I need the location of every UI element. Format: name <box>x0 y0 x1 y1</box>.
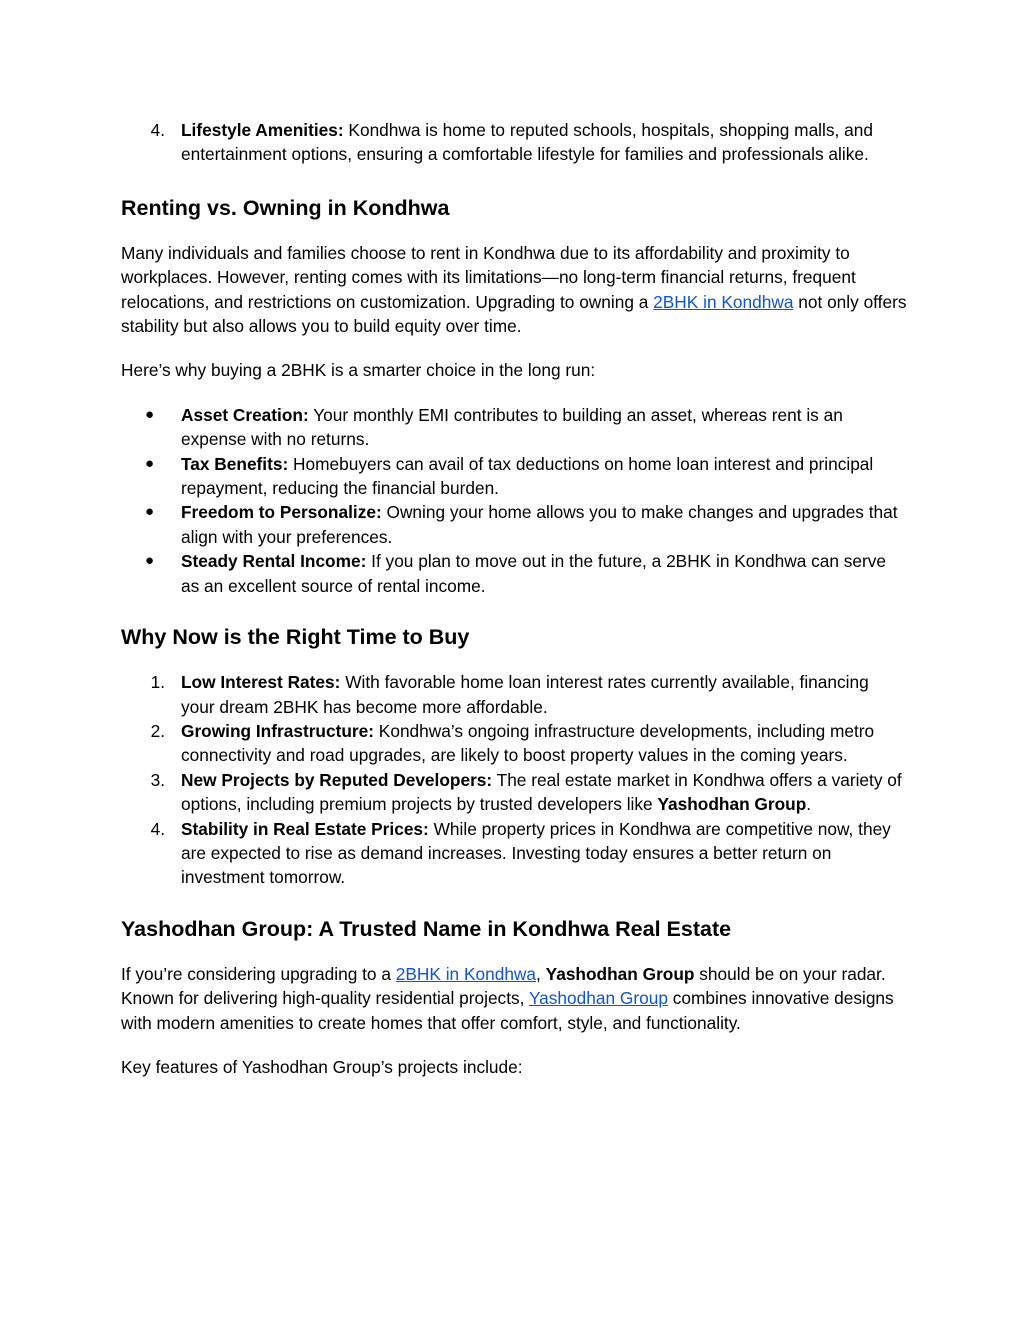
paragraph-why-buy-intro: Here’s why buying a 2BHK is a smarter choice in the long run: <box>121 360 596 381</box>
list-item <box>121 452 907 501</box>
paragraph-text: not only offers stability but also allows you to build equity over time. <box>121 291 907 337</box>
top-numbered-list <box>121 118 907 167</box>
list-item <box>121 118 907 167</box>
list-item-text: With favorable home loan interest rates currently available, financing your dream 2BHK has become more affordable. <box>181 672 869 717</box>
list-item <box>121 403 907 452</box>
why-now-numbered-list <box>121 670 907 890</box>
list-item-title: Growing Infrastructure: <box>181 720 374 741</box>
list-marker: 4. <box>150 818 165 839</box>
paragraph-text: Many individuals and families choose to rent in Kondhwa due to its affordability and proximity to workplaces. However, renting comes with its limitations—no long-term financial returns, frequent relocations, and restrictions on customization. Upgrading to owning a <box>121 242 856 312</box>
developer-name: Yashodhan Group <box>545 963 695 984</box>
list-marker: 4. <box>150 120 165 140</box>
list-item-text: . <box>806 794 812 815</box>
list-marker: 1. <box>150 672 165 693</box>
list-item-title: Tax Benefits: <box>181 453 289 474</box>
list-item <box>121 817 907 890</box>
section-heading-yashodhan-group: Yashodhan Group: A Trusted Name in Kondhwa Real Estate <box>121 916 732 941</box>
paragraph-renting <box>121 241 907 339</box>
link-yashodhan-group[interactable]: Yashodhan Group <box>528 988 668 1009</box>
list-item-title: Steady Rental Income: <box>181 551 367 572</box>
developer-name: Yashodhan Group <box>657 794 807 815</box>
list-item-title: Stability in Real Estate Prices: <box>181 818 429 839</box>
list-item <box>121 768 907 817</box>
bullet-marker: ● <box>145 552 155 570</box>
bullet-marker: ● <box>145 454 155 472</box>
link-2bhk-kondhwa[interactable]: 2BHK in Kondhwa <box>653 291 794 312</box>
section-heading-renting-vs-owning: Renting vs. Owning in Kondhwa <box>121 195 450 220</box>
list-item-text: Owning your home allows you to make changes and upgrades that align with your preferences. <box>181 502 898 547</box>
list-item <box>121 670 907 719</box>
paragraph-text: , <box>536 963 546 984</box>
paragraph-text: combines innovative designs with modern amenities to create homes that offer comfort, style, and functionality. <box>121 988 894 1033</box>
bullet-marker: ● <box>145 405 155 423</box>
list-item-text: Kondhwa’s ongoing infrastructure developments, including metro connectivity and road upgrades, are likely to boost property values in the coming years. <box>181 720 875 766</box>
list-item-text: Homebuyers can avail of tax deductions on home loan interest and principal repayment, reducing the financial burden. <box>181 453 874 499</box>
paragraph-key-features-intro: Key features of Yashodhan Group’s projects include: <box>121 1056 523 1077</box>
paragraph-text: should be on your radar. Known for delivering high-quality residential projects, <box>121 963 886 1009</box>
paragraph-yashodhan <box>121 962 907 1035</box>
bullet-marker: ● <box>145 503 155 521</box>
list-marker: 3. <box>150 769 165 790</box>
list-item-text: Kondhwa is home to reputed schools, hospitals, shopping malls, and entertainment options, ensuring a comfortable lifestyle for families and professionals alike. <box>181 120 873 165</box>
list-item-title: Low Interest Rates: <box>181 672 341 693</box>
section-heading-why-now: Why Now is the Right Time to Buy <box>121 625 470 650</box>
link-2bhk-kondhwa[interactable]: 2BHK in Kondhwa <box>395 963 537 984</box>
list-item-title: Asset Creation: <box>181 404 309 425</box>
list-item-title: Freedom to Personalize: <box>181 502 382 523</box>
paragraph-text: If you’re considering upgrading to a <box>121 963 396 984</box>
list-item-text: Your monthly EMI contributes to building an asset, whereas rent is an expense with no returns. <box>181 404 843 450</box>
benefits-bullet-list <box>121 403 907 598</box>
list-item <box>121 500 907 549</box>
list-item-title: New Projects by Reputed Developers: <box>181 769 493 790</box>
list-item-title: Lifestyle Amenities: <box>181 120 344 140</box>
list-item-text: If you plan to move out in the future, a 2BHK in Kondhwa can serve as an excellent source of rental income. <box>181 551 887 596</box>
list-item <box>121 719 907 768</box>
list-marker: 2. <box>150 720 165 741</box>
list-item-text: While property prices in Kondhwa are competitive now, they are expected to rise as demand increases. Investing today ensures a better return on investment tomorrow. <box>181 818 891 888</box>
document-content <box>121 118 907 1079</box>
list-item <box>121 549 907 598</box>
list-item-text: The real estate market in Kondhwa offers a variety of options, including premium projects by trusted developers like <box>181 769 902 815</box>
